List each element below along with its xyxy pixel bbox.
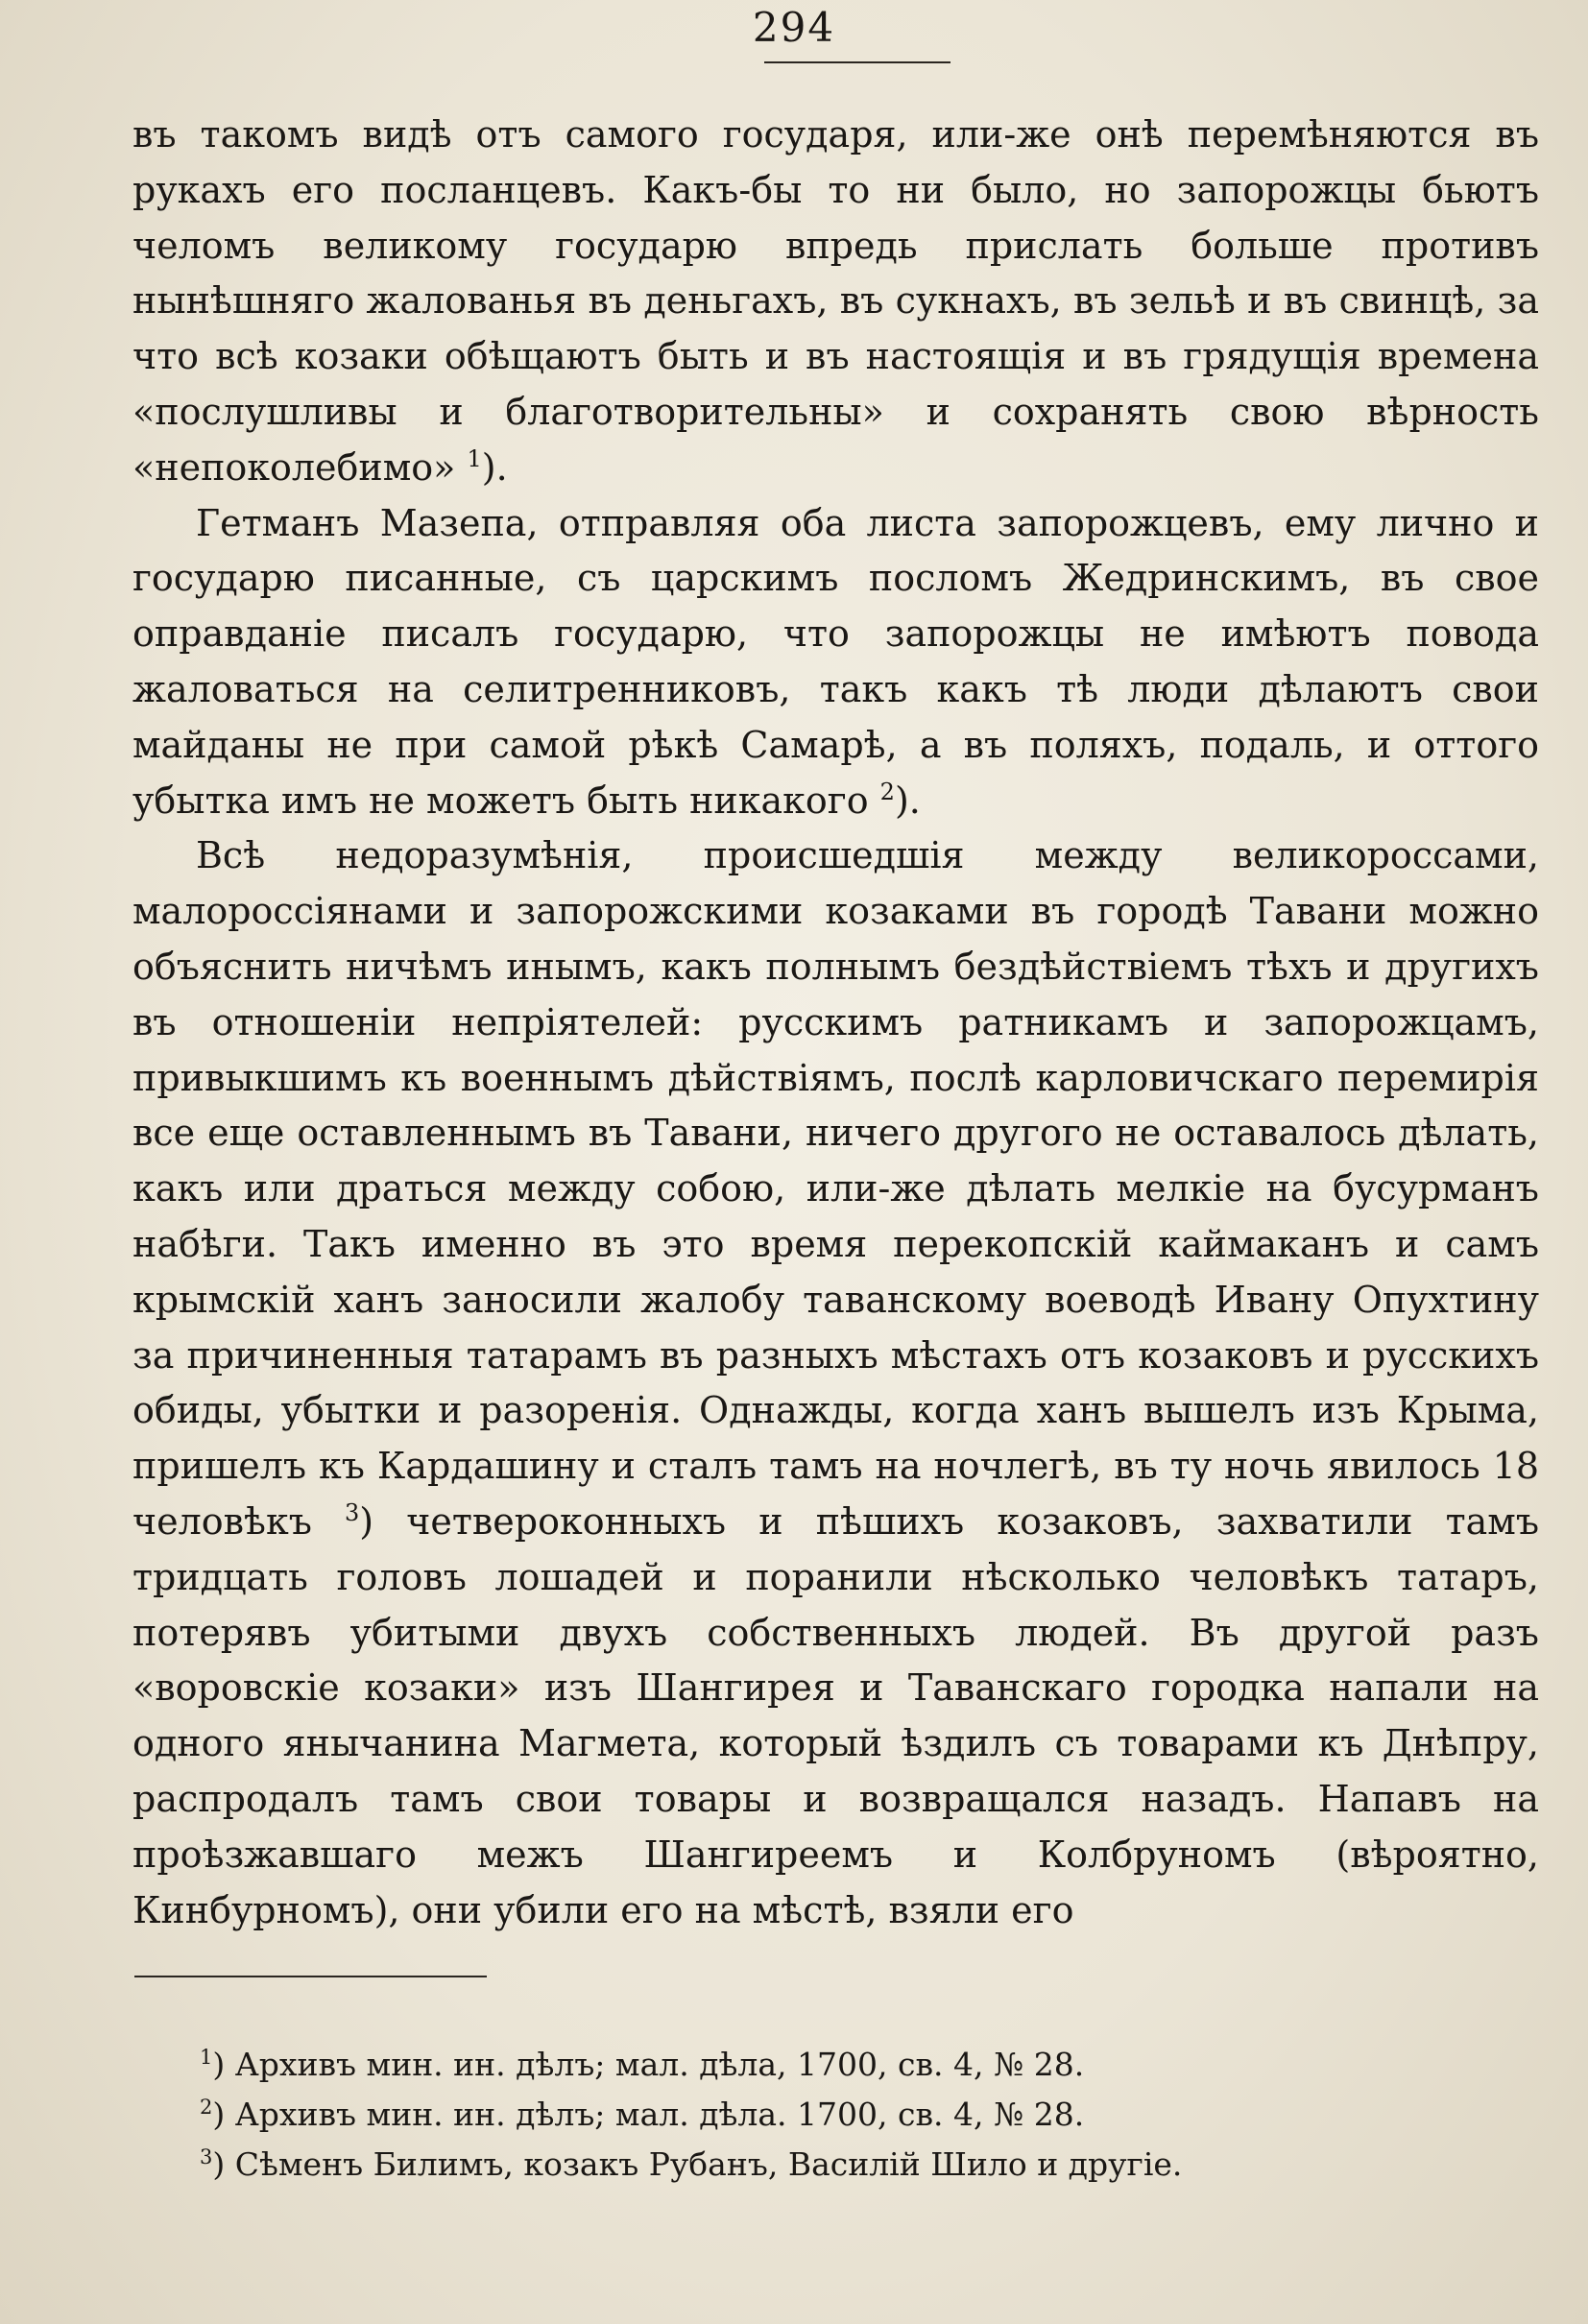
- footnote-text: ) Сѣменъ Билимъ, козакъ Рубанъ, Василій Шило и другіе.: [212, 2145, 1183, 2183]
- paragraph-3: [132, 828, 1539, 1938]
- paragraph-text: въ такомъ видѣ отъ самого государя, или-же онѣ перемѣняются въ рукахъ его посланцевъ. Какъ-бы то ни было, но запорожцы бьютъ челомъ великому государю впредь прислать больше противъ нынѣшняго жалованья въ деньгахъ, въ сукнахъ, въ зельѣ и въ свинцѣ, за что всѣ козаки обѣщаютъ быть и въ настоящія и въ грядущія времена «послушливы и благотворительны» и сохранять свою вѣрность «непоколебимо»: [132, 113, 1539, 489]
- footnote-mark: 3: [200, 2145, 213, 2168]
- paragraph-text: Гетманъ Мазепа, отправляя оба листа запорожцевъ, ему лично и государю писанные, съ царскимъ посломъ Жедринскимъ, въ свое оправданіе писалъ государю, что запорожцы не имѣютъ повода жаловаться на селитренниковъ, такъ какъ тѣ люди дѣлаютъ свои майданы не при самой рѣкѣ Самарѣ, а въ поляхъ, подаль, и оттого убытка имъ не можетъ быть никакого: [132, 501, 1539, 822]
- page-number-underline: [764, 61, 950, 63]
- footnote-3: [200, 2140, 1486, 2190]
- paragraph-1: [132, 108, 1539, 496]
- footnote-mark: 2: [200, 2096, 213, 2119]
- paragraph-2: [132, 496, 1539, 829]
- paragraph-text: Всѣ недоразумѣнія, происшедшія между великороссами, малороссіянами и запорожскими козаками въ городѣ Тавани можно объяснить ничѣмъ инымъ, какъ полнымъ бездѣйствіемъ тѣхъ и другихъ въ отношеніи непріятелей: русскимъ ратникамъ и запорожцамъ, привыкшимъ къ военнымъ дѣйствіямъ, послѣ карловичскаго перемирія все еще оставленнымъ въ Тавани, ничего другого не оставалось дѣлать, какъ или драться между собою, или-же дѣлать мелкіе на бусурманъ набѣги. Такъ именно въ это время перекопскій каймаканъ и самъ крымскій ханъ заносили жалобу таванскому воеводѣ Ивану Опухтину за причиненныя татарамъ въ разныхъ мѣстахъ отъ козаковъ и русскихъ обиды, убытки и разоренія. Однажды, когда ханъ вышелъ изъ Крыма, пришелъ къ Кардашину и сталъ тамъ на ночлегѣ, въ ту ночь явилось 18 человѣкъ: [132, 834, 1539, 1543]
- footnote-text: ) Архивъ мин. ин. дѣлъ; мал. дѣла. 1700, св. 4, № 28.: [212, 2096, 1085, 2133]
- footnotes: [200, 2040, 1486, 2190]
- footnote-reference: 3: [345, 1498, 360, 1526]
- paragraph-text-after-reference: ).: [894, 779, 921, 822]
- footnote-reference: 1: [467, 444, 482, 472]
- footnote-mark: 1: [200, 2046, 213, 2069]
- page-number: 294: [752, 4, 836, 51]
- main-text: [132, 108, 1539, 1938]
- footnote-1: [200, 2040, 1486, 2090]
- footnote-text: ) Архивъ мин. ин. дѣлъ; мал. дѣла, 1700, св. 4, № 28.: [212, 2046, 1085, 2083]
- paragraph-text-after-reference: ) четвероконныхъ и пѣшихъ козаковъ, захватили тамъ тридцать головъ лошадей и поранили нѣсколько человѣкъ татаръ, потерявъ убитыми двухъ собственныхъ людей. Въ другой разъ «воровскіе козаки» изъ Шангирея и Таванскаго городка напали на одного янычанина Магмета, который ѣздилъ съ товарами къ Днѣпру, распродалъ тамъ свои товары и возвращался назадъ. Напавъ на проѣзжавшаго межъ Шангиреемъ и Колбруномъ (вѣроятно, Кинбурномъ), они убили его на мѣстѣ, взяли его: [132, 1499, 1539, 1931]
- footnote-separator: [134, 1976, 487, 1977]
- paragraph-text-after-reference: ).: [481, 445, 508, 489]
- footnote-2: [200, 2090, 1486, 2140]
- footnote-reference: 2: [879, 778, 895, 805]
